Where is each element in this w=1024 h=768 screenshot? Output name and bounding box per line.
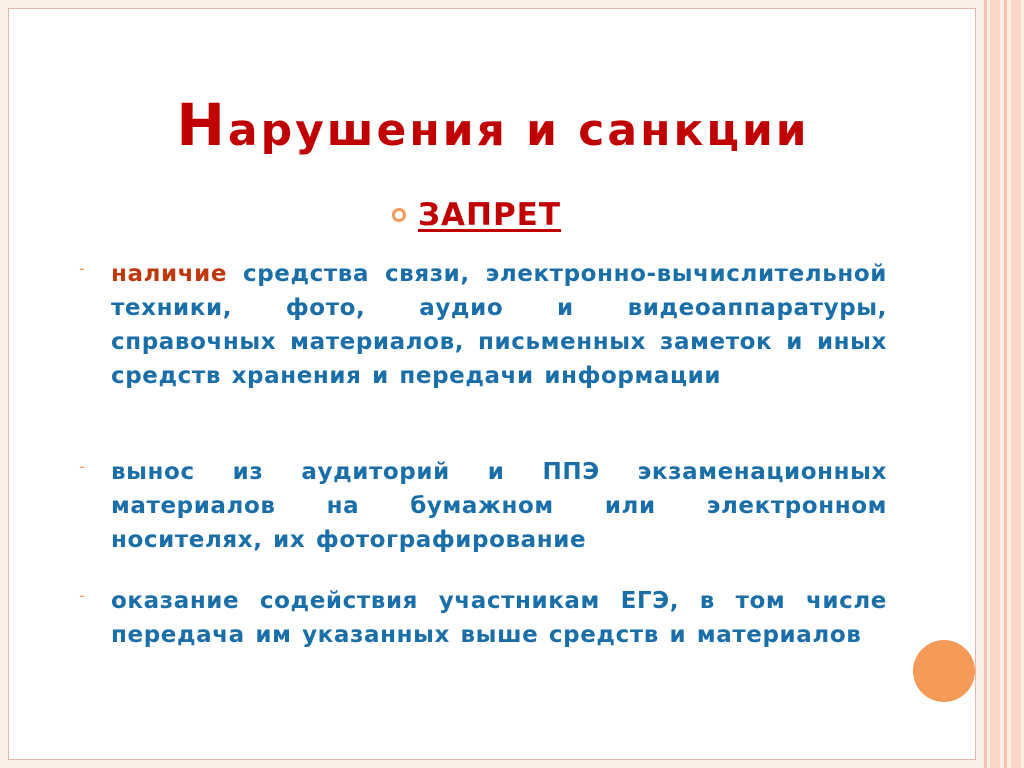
list-item-text: вынос из аудиторий и ППЭ экзаменационных материалов на бумажном или электронном носителях, их фотографирование — [111, 459, 887, 553]
dash-bullet-icon: - — [79, 259, 85, 278]
decor-circle — [913, 640, 975, 702]
title-rest: арушения и санкции — [227, 105, 810, 156]
decor-stripe — [990, 0, 1000, 768]
list-item-text — [111, 257, 887, 393]
ring-bullet-icon — [392, 208, 406, 222]
decor-stripe — [984, 0, 987, 768]
slide-title — [9, 91, 977, 159]
list-item-text: оказание содействия участникам ЕГЭ, в том числе передача им указанных выше средств и материалов — [111, 588, 887, 648]
slide-frame — [8, 8, 976, 760]
dash-bullet-icon: - — [79, 586, 85, 605]
title-first-letter: Н — [176, 91, 228, 159]
subheading: ЗАПРЕТ — [418, 197, 562, 233]
subheading-row — [392, 197, 561, 233]
decor-stripe — [1004, 0, 1007, 768]
list-item-body: средства связи, электронно-вычислительной техники, фото, аудио и видеоаппаратуры, справочных материалов, письменных заметок и иных средств хранения и передачи информации — [111, 261, 887, 389]
dash-bullet-icon: - — [79, 457, 85, 476]
decor-stripe — [1011, 0, 1021, 768]
list-item-highlight: наличие — [111, 261, 228, 287]
